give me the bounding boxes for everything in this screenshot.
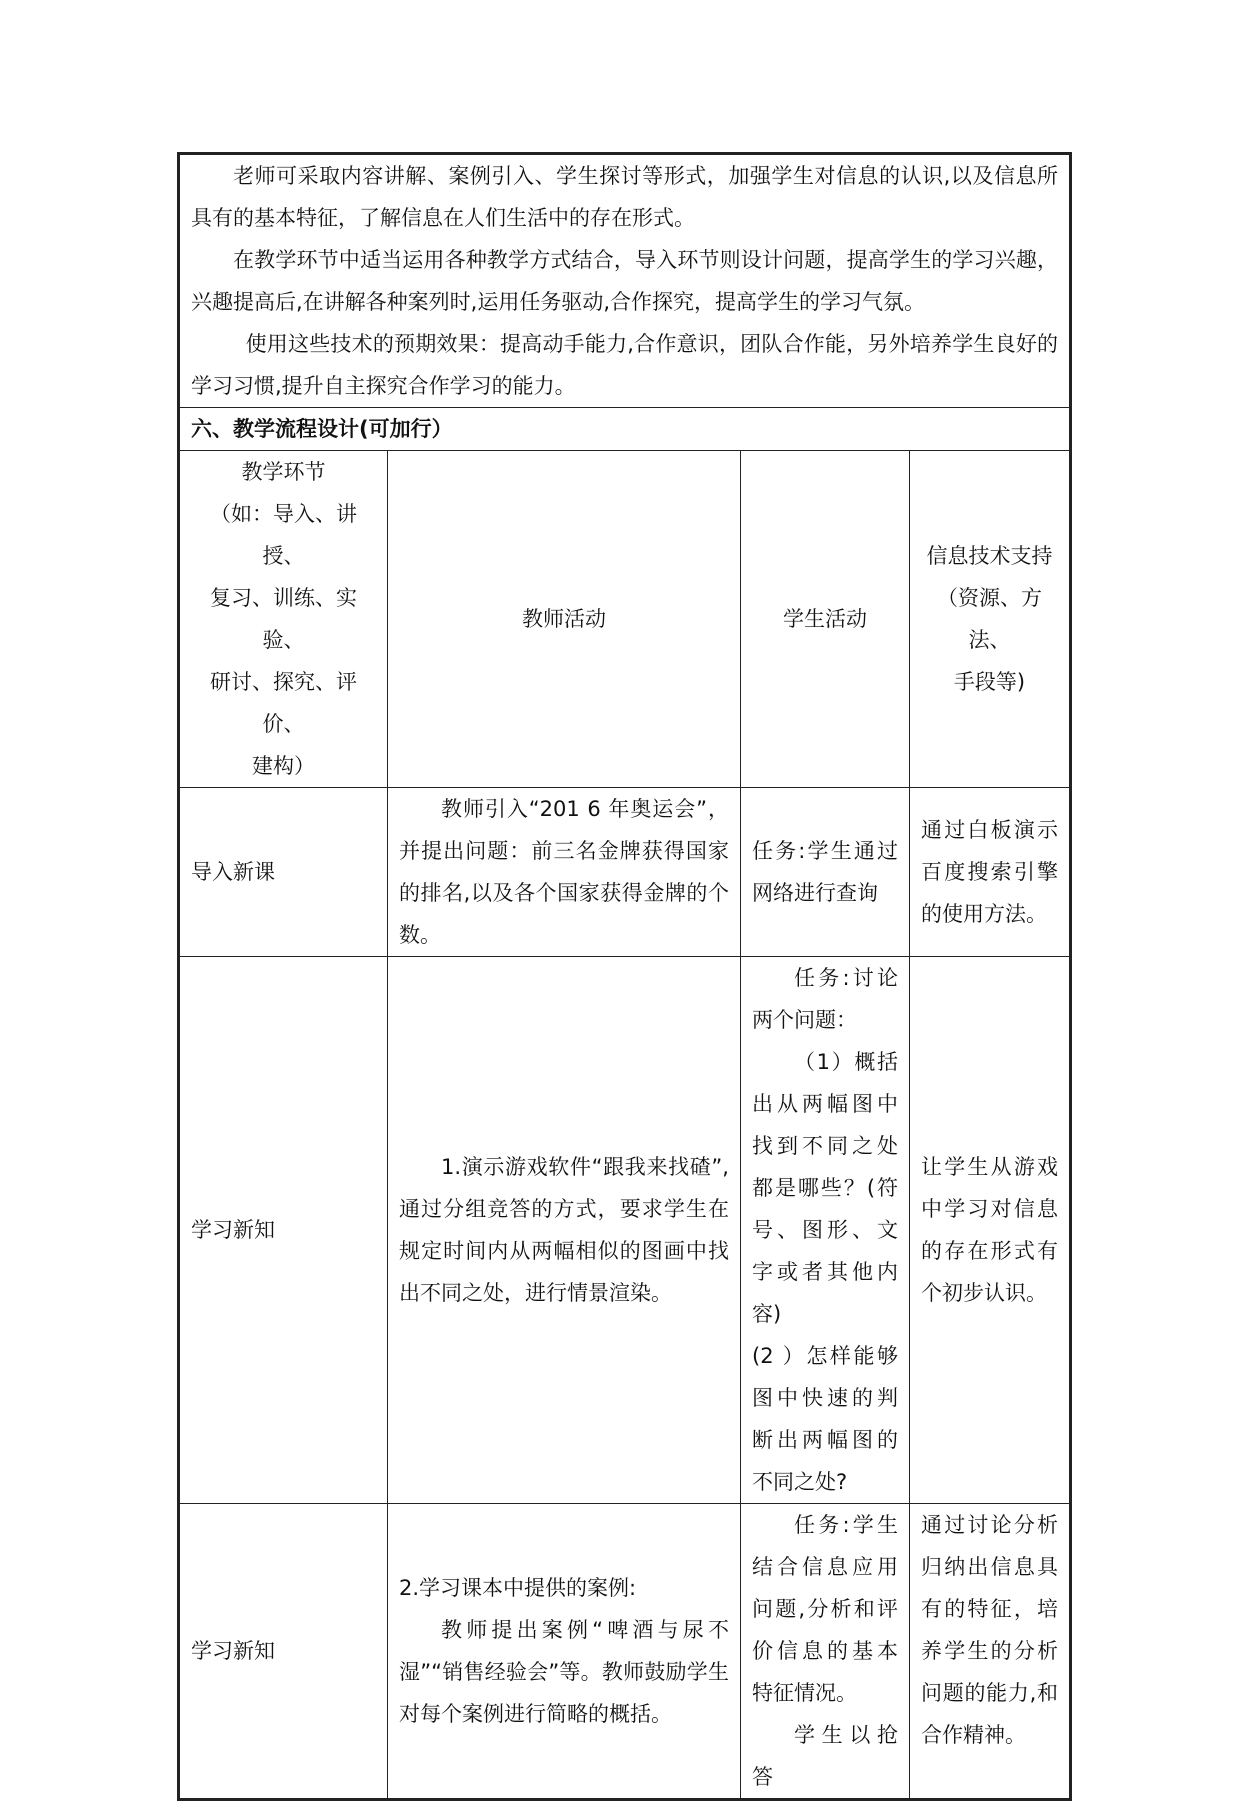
stage-cell: 导入新课 bbox=[179, 788, 388, 957]
tech-support-text: 通过讨论分析归纳出信息具有的特征，培养学生的分析问题的能力,和合作精神。 bbox=[921, 1513, 1059, 1747]
teacher-activity-text: 教师提出案例“啤酒与尿不湿”“销售经验会”等。教师鼓励学生对每个案例进行简略的概括。 bbox=[399, 1618, 729, 1726]
section-title: 六、教学流程设计(可加行） bbox=[179, 408, 1071, 451]
section-title-row bbox=[179, 408, 1071, 451]
header-student: 学生活动 bbox=[741, 451, 910, 788]
student-activity-text: 任务:学生通过网络进行查询 bbox=[752, 839, 898, 905]
student-activity-text: 任务:学生结合信息应用问题,分析和评价信息的基本特征情况。 bbox=[752, 1513, 898, 1705]
student-activity-text: （1）概括出从两幅图中找到不同之处都是哪些？(符号、图形、文字或者其他内容) bbox=[752, 1050, 898, 1326]
teacher-activity-cell bbox=[388, 1504, 741, 1800]
teacher-activity-cell bbox=[388, 957, 741, 1504]
stage-cell: 学习新知 bbox=[179, 957, 388, 1504]
intro-paragraph-2: 在教学环节中适当运用各种教学方式结合，导入环节则设计问题，提高学生的学习兴趣，兴趣提高后,在讲解各种案列时,运用任务驱动,合作探究，提高学生的学习气氛。 bbox=[191, 248, 1059, 314]
intro-row bbox=[179, 154, 1071, 408]
teacher-activity-text: 教师引入“201 6 年奥运会”，并提出问题：前三名金牌获得国家的排名,以及各个国家获得金牌的个数。 bbox=[399, 797, 729, 947]
lesson-plan-table bbox=[177, 152, 1072, 1801]
student-activity-text: (2 ）怎样能够图中快速的判断出两幅图的不同之处? bbox=[752, 1344, 898, 1494]
table-header-row bbox=[179, 451, 1071, 788]
teacher-activity-text: 1.演示游戏软件“跟我来找碴”,通过分组竞答的方式，要求学生在规定时间内从两幅相似的图画中找出不同之处，进行情景渲染。 bbox=[399, 1155, 729, 1305]
intro-cell bbox=[179, 154, 1071, 408]
header-tech-line: 信息技术支持 bbox=[926, 544, 1053, 568]
header-stage-line: 研讨、探究、评价、 bbox=[210, 670, 357, 736]
intro-paragraph-3: 使用这些技术的预期效果：提高动手能力,合作意识，团队合作能，另外培养学生良好的学习习惯,提升自主探究合作学习的能力。 bbox=[191, 332, 1059, 398]
tech-support-cell bbox=[910, 788, 1071, 957]
header-stage-line: 建构） bbox=[252, 754, 315, 778]
teacher-activity-text: 2.学习课本中提供的案例: bbox=[399, 1576, 637, 1600]
student-activity-text: 任务:讨论两个问题： bbox=[752, 966, 898, 1032]
student-activity-cell bbox=[741, 788, 910, 957]
tech-support-cell bbox=[910, 957, 1071, 1504]
table-row bbox=[179, 1504, 1071, 1800]
header-tech-line: 手段等) bbox=[953, 670, 1026, 694]
header-stage-line: 复习、训练、实验、 bbox=[210, 586, 357, 652]
student-activity-cell bbox=[741, 957, 910, 1504]
header-stage bbox=[179, 451, 388, 788]
tech-support-text: 让学生从游戏中学习对信息的存在形式有个初步认识。 bbox=[921, 1155, 1059, 1305]
tech-support-text: 通过白板演示百度搜索引擎的使用方法。 bbox=[921, 818, 1059, 926]
header-tech-line: （资源、方法、 bbox=[937, 586, 1043, 652]
teacher-activity-cell bbox=[388, 788, 741, 957]
header-stage-line: 教学环节 bbox=[241, 460, 326, 484]
header-tech bbox=[910, 451, 1071, 788]
student-activity-text: 学生以抢答 bbox=[752, 1723, 898, 1789]
header-teacher: 教师活动 bbox=[388, 451, 741, 788]
table-row bbox=[179, 957, 1071, 1504]
intro-paragraph-1: 老师可采取内容讲解、案例引入、学生探讨等形式，加强学生对信息的认识,以及信息所具有的基本特征，了解信息在人们生活中的存在形式。 bbox=[191, 164, 1059, 230]
stage-cell: 学习新知 bbox=[179, 1504, 388, 1800]
header-stage-line: （如：导入、讲授、 bbox=[210, 502, 357, 568]
student-activity-cell bbox=[741, 1504, 910, 1800]
tech-support-cell bbox=[910, 1504, 1071, 1800]
table-row bbox=[179, 788, 1071, 957]
